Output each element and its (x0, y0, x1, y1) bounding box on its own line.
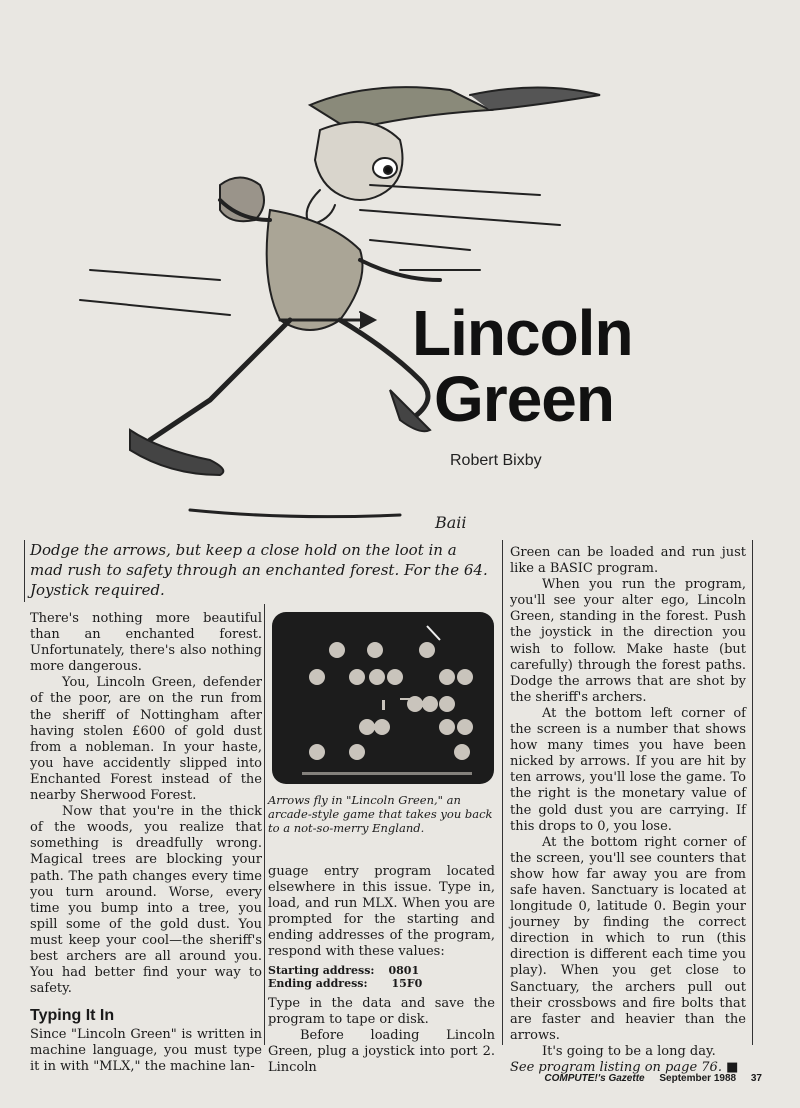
article-title (412, 297, 772, 435)
paragraph: There's nothing more beautiful than an enchanted forest. Unfortunately, there's also nothing more dangerous. (30, 611, 262, 675)
paragraph: At the bottom left corner of the screen is a number that shows how many times you have been nicked by arrows. If you are hit by ten arrows, you'll lose the game. To the right is the monetary value of the gold dust you are carrying. If this drops to 0, you lose. (510, 705, 746, 834)
figure-caption: Arrows fly in "Lincoln Green," an arcade-style game that takes you back to a not-so-merry England. (268, 793, 493, 835)
paragraph: Now that you're in the thick of the woods, you realize that something is dreadfully wrong. Magical trees are blocking your path. The path changes every time you turn around. Worse, every time you bump into a tree, you spill some of the gold dust. You must keep your cool—the sheriff's best archers are all around you. You had better find your way to safety. (30, 804, 262, 997)
column-1 (30, 611, 262, 1076)
author-byline: Robert Bixby (450, 452, 542, 469)
column-2 (268, 864, 495, 1076)
paragraph: At the bottom right corner of the screen, you'll see counters that show how far away you are from safe haven. Sanctuary is located at longitude 0, latitude 0. Begin your journey by finding the correct direction in which to run (this direction is different each time you play). When you get close to Sanctuary, the archers pull out their crossbows and fire bolts that are faster and heavier than the arrows. (510, 834, 746, 1043)
end-address-value: 15F0 (391, 976, 423, 990)
page-footer (544, 1073, 762, 1084)
paragraph: When you run the program, you'll see your alter ego, Lincoln Green, standing in the forest. Push the joystick in the direction you wish to follow. Make haste (but carefully) through the forest paths. Dodge the arrows that are shot by the sheriff's archers. (510, 577, 746, 705)
lincoln-green-illustration (70, 20, 630, 540)
game-screenshot (272, 612, 494, 784)
section-heading: Typing It In (30, 1007, 115, 1025)
paragraph: Since "Lincoln Green" is written in machine language, you must type it in with "MLX," the machine lan- (30, 1027, 262, 1075)
end-address-label: Ending address: (268, 976, 368, 990)
address-table (268, 964, 495, 990)
magazine-name: COMPUTE!'s Gazette (544, 1073, 645, 1084)
intro-deck: Dodge the arrows, but keep a close hold on the loot in a mad rush to safety through an enchanted forest. For the 64. Joystick required. (30, 541, 488, 599)
paragraph: It's going to be a long day. (542, 1043, 716, 1059)
start-address-label: Starting address: (268, 963, 375, 977)
title-line-2: Green (434, 363, 614, 435)
column-3 (510, 545, 746, 1076)
forest-trees-graphic (272, 612, 494, 784)
paragraph: Before loading Lincoln Green, plug a joystick into port 2. Lincoln (268, 1027, 495, 1075)
page-number: 37 (750, 1073, 762, 1084)
column-rule (752, 540, 753, 1045)
title-line-1: Lincoln (412, 297, 633, 369)
column-rule (502, 540, 503, 1045)
paragraph: Green can be loaded and run just like a BASIC program. (510, 545, 746, 577)
column-rule (264, 604, 265, 1045)
issue-date: September 1988 (659, 1073, 737, 1084)
end-mark-icon: ■ (726, 1060, 739, 1075)
paragraph: You, Lincoln Green, defender of the poor, are on the run from the sheriff of Nottingham after having stolen £600 of gold dust from a nobleman. In your haste, you have accidently slipped into Enchanted Forest instead of the nearby Sherwood Forest. (30, 675, 262, 804)
paragraph: guage entry program located elsewhere in this issue. Type in, load, and run MLX. When you are prompted for the starting and ending addresses of the program, respond with these values: (268, 864, 495, 960)
see-listing-text: See program listing on page 76. (510, 1060, 722, 1075)
svg-text:Baii: Baii (435, 513, 467, 532)
start-address-value: 0801 (388, 963, 420, 977)
paragraph: Type in the data and save the program to tape or disk. (268, 995, 495, 1027)
column-rule (24, 540, 25, 602)
